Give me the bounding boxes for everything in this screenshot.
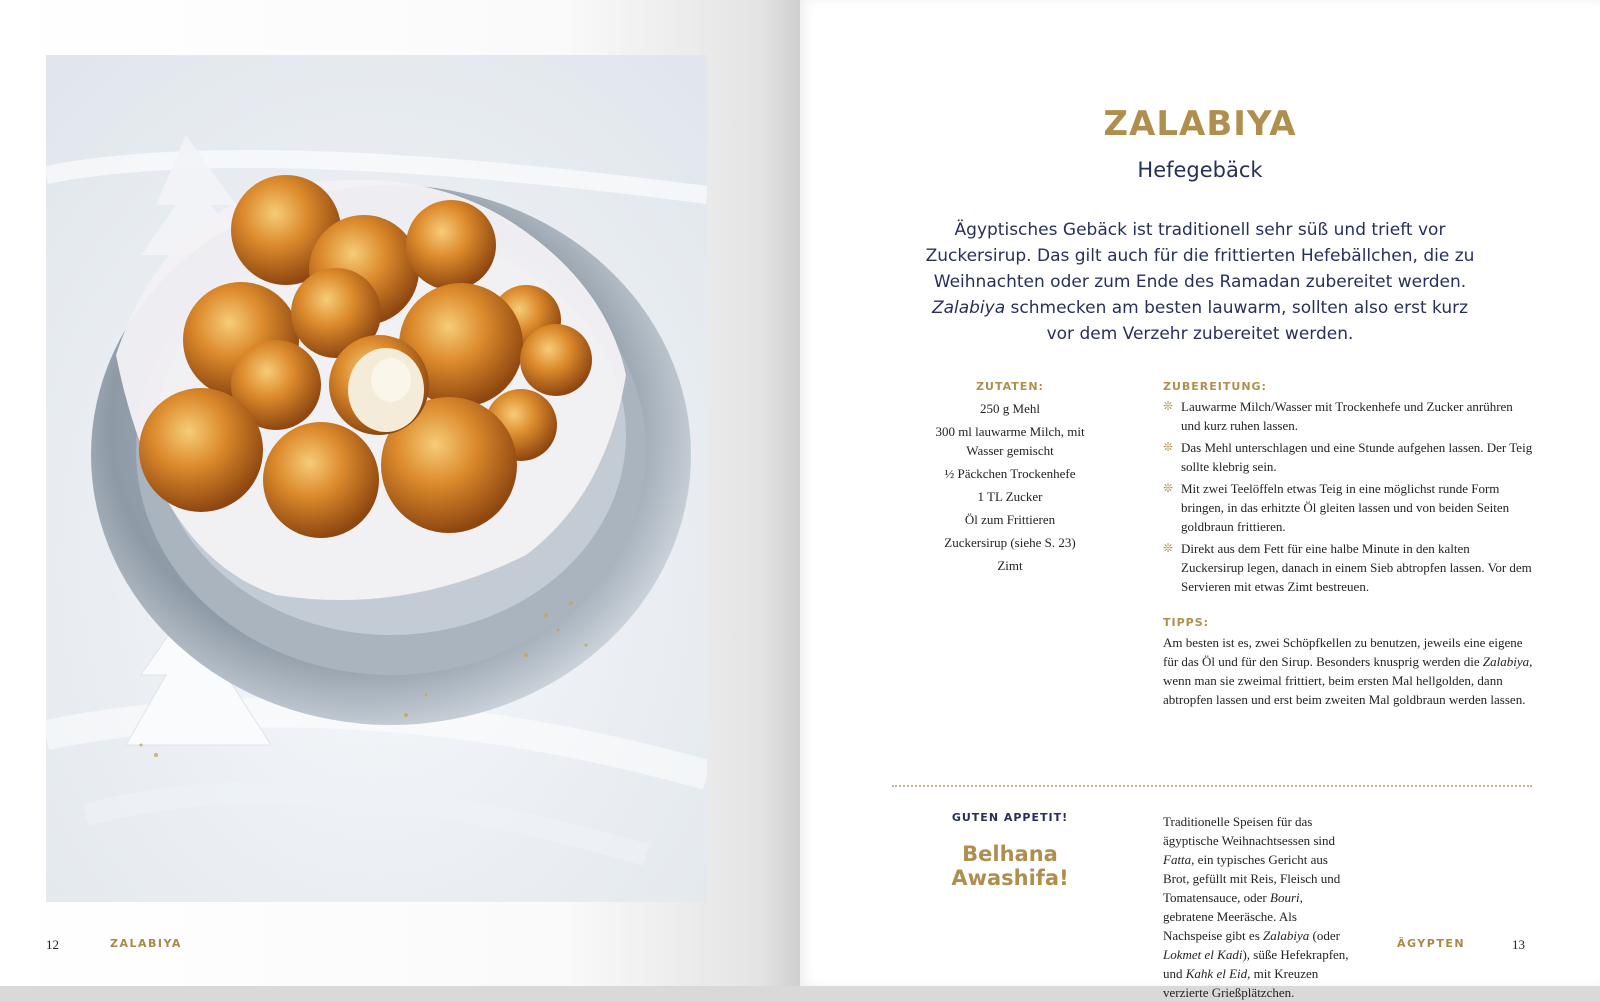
note-italic: Lokmet el Kadi bbox=[1163, 947, 1243, 962]
note-text: Traditionelle Speisen für das ägyptische Weihnachtsessen sind bbox=[1163, 814, 1336, 848]
right-page bbox=[800, 0, 1600, 1000]
intro-text-1: Ägyptisches Gebäck ist traditionell sehr süß und trieft vor Zuckersirup. Das gilt auch für die frittierten Hefebällchen, die zu Weihnachten oder zum Ende des Ramadan zubereitet werden. bbox=[925, 220, 1475, 292]
running-head-right: ÄGYPTEN bbox=[1397, 937, 1466, 950]
note-italic: Fatta bbox=[1163, 852, 1192, 867]
preparation-step bbox=[1163, 397, 1533, 435]
flower-bullet-icon: ❊ bbox=[1163, 399, 1174, 413]
step-text: Das Mehl unterschlagen und eine Stunde aufgehen lassen. Der Teig sollte klebrig sein. bbox=[1181, 440, 1533, 474]
page-number-right: 13 bbox=[1512, 937, 1525, 952]
note-column-1 bbox=[1163, 812, 1353, 1002]
note-italic: Zalabiya bbox=[1263, 928, 1310, 943]
tips-section bbox=[1163, 616, 1533, 709]
running-head-left: ZALABIYA bbox=[110, 937, 182, 950]
note-text: ), süße Hefekrapfen, und bbox=[1163, 947, 1349, 981]
ingredient-item: Öl zum Frittieren bbox=[964, 512, 1056, 527]
ingredient-item: 300 ml lauwarme Milch, mit Wasser gemischt bbox=[935, 424, 1085, 458]
tips-italic: Zalabiya bbox=[1482, 654, 1530, 669]
left-page bbox=[0, 0, 800, 986]
intro-text-2: schmecken am besten lauwarm, sollten also erst kurz vor dem Verzehr zubereitet werden. bbox=[1005, 298, 1469, 344]
ingredients-list bbox=[930, 399, 1090, 575]
flower-bullet-icon: ❊ bbox=[1163, 481, 1174, 495]
appetit-phrase: Belhana Awashifa! bbox=[951, 842, 1069, 890]
recipe-intro bbox=[920, 217, 1480, 347]
recipe-title: ZALABIYA bbox=[1103, 104, 1297, 144]
ingredient-item: Zimt bbox=[997, 558, 1023, 573]
step-text: Direkt aus dem Fett für eine halbe Minute in den kalten Zuckersirup legen, danach in einem Sieb abtropfen lassen. Vor dem Servieren mit etwas Zimt bestreuen. bbox=[1181, 541, 1532, 594]
flower-bullet-icon: ❊ bbox=[1163, 541, 1174, 555]
ingredient-item: Zuckersirup (siehe S. 23) bbox=[944, 535, 1076, 550]
note-italic: Kahk el Eid bbox=[1185, 966, 1248, 981]
tips-text-2: , wenn man sie zweimal frittiert, beim ersten Mal hellgolden, dann abtropfen lassen und erst beim zweiten Mal goldbraun werden lassen. bbox=[1163, 654, 1533, 707]
preparation-step bbox=[1163, 479, 1533, 536]
zalabiya-photo-illustration bbox=[46, 55, 707, 902]
tips-text bbox=[1163, 633, 1533, 709]
page-number-left: 12 bbox=[46, 937, 59, 952]
ingredient-item: 250 g Mehl bbox=[980, 401, 1040, 416]
preparation-section bbox=[1163, 380, 1533, 599]
food-photo bbox=[46, 55, 707, 902]
ingredients-section bbox=[930, 380, 1090, 579]
intro-italic: Zalabiya bbox=[931, 298, 1006, 318]
ingredient-item: 1 TL Zucker bbox=[977, 489, 1043, 504]
step-text: Mit zwei Teelöffeln etwas Teig in eine möglichst runde Form bringen, in das erhitzte Öl gleiten lassen und von beiden Seiten goldbraun frittieren. bbox=[1181, 481, 1510, 534]
appetit-label: GUTEN APPETIT! bbox=[951, 811, 1069, 824]
note-text: , ein typisches Gericht aus Brot, gefüllt mit Reis, Fleisch und Tomatensauce, oder bbox=[1163, 852, 1341, 905]
tips-text-1: Am besten ist es, zwei Schöpfkellen zu benutzen, jeweils eine eigene für das Öl und für den Sirup. Besonders knusprig werden die bbox=[1163, 635, 1523, 669]
step-text: Lauwarme Milch/Wasser mit Trockenhefe und Zucker anrühren und kurz ruhen lassen. bbox=[1181, 399, 1513, 433]
tips-heading: TIPPS: bbox=[1163, 616, 1210, 629]
note-italic: Bouri bbox=[1270, 890, 1300, 905]
preparation-steps bbox=[1163, 397, 1533, 596]
ingredients-heading: ZUTATEN: bbox=[976, 380, 1044, 393]
flower-bullet-icon: ❊ bbox=[1163, 440, 1174, 454]
note-text: , gebratene Meeräsche. Als Nachspeise gibt es bbox=[1163, 890, 1303, 943]
preparation-step bbox=[1163, 438, 1533, 476]
recipe-subtitle: Hefegebäck bbox=[1137, 158, 1263, 182]
preparation-heading: ZUBEREITUNG: bbox=[1163, 380, 1267, 393]
ingredient-item: ½ Päckchen Trockenhefe bbox=[944, 466, 1076, 481]
dotted-divider bbox=[892, 785, 1532, 787]
note-text: (oder bbox=[1309, 928, 1340, 943]
preparation-step bbox=[1163, 539, 1533, 596]
note-text: , mit Kreuzen verzierte Grießplätzchen. bbox=[1163, 966, 1319, 1000]
